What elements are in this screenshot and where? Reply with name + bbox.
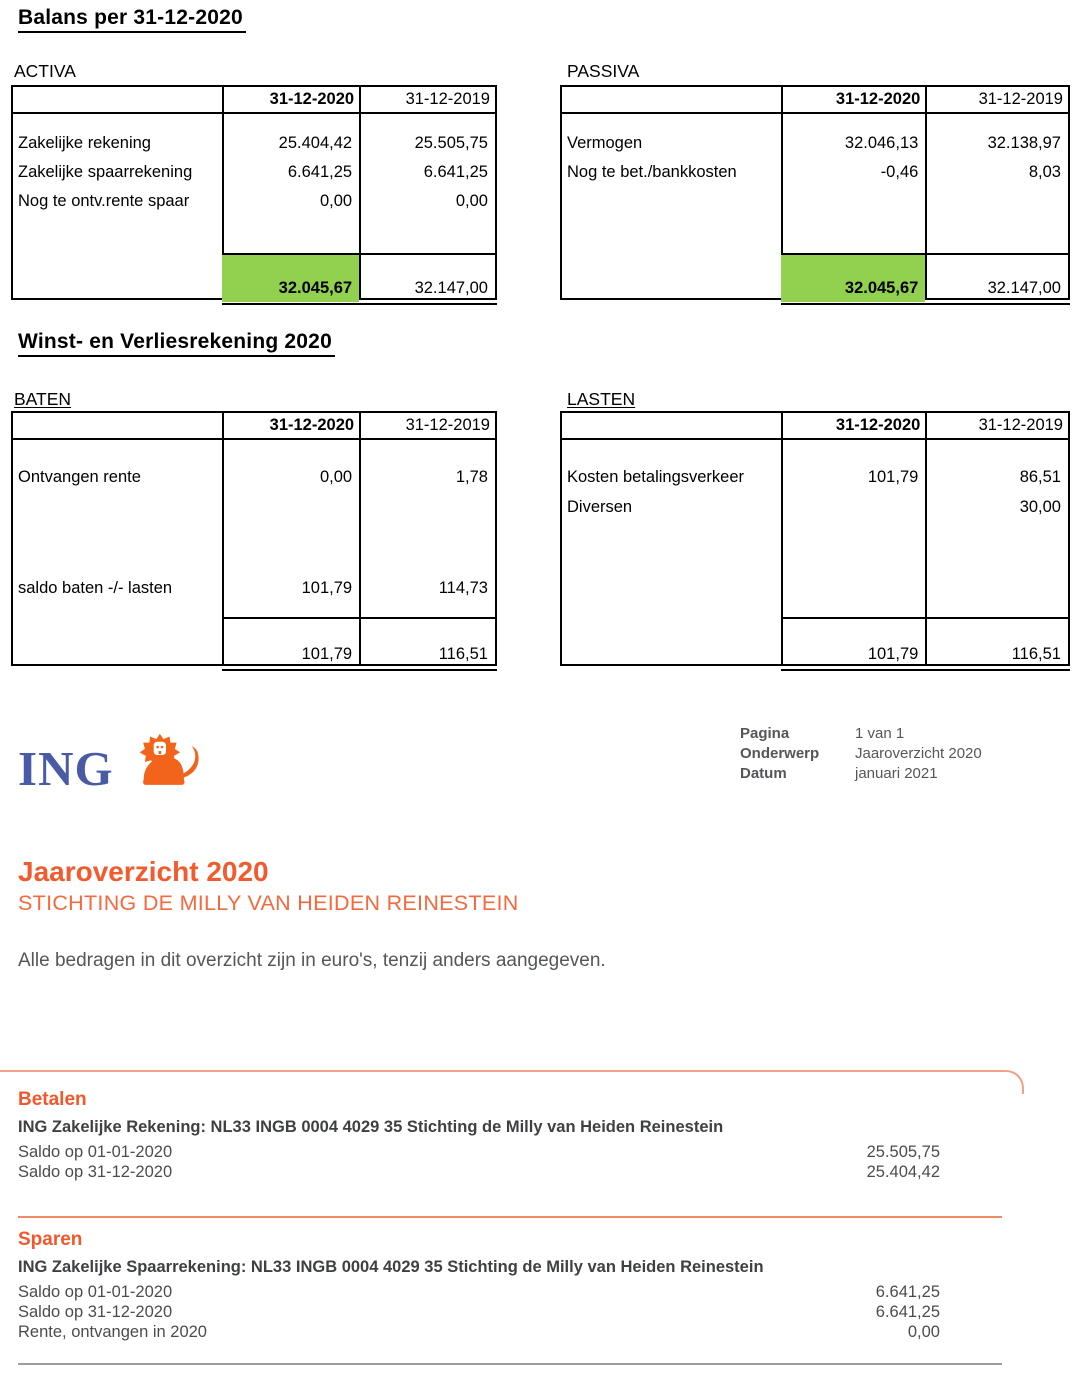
row-label: Vermogen [567,134,643,152]
row-label: Zakelijke spaarrekening [18,163,193,181]
ing-logo [18,733,206,796]
passiva-heading: PASSIVA [567,61,640,81]
table-body [13,114,495,253]
betalen-account-line: ING Zakelijke Rekening: NL33 INGB 0004 4029 35 Stichting de Milly van Heiden Reinestein [18,1118,724,1136]
table-row [562,158,1068,187]
balance-amount: 25.505,75 [866,1143,940,1161]
table-row [562,129,1068,158]
meta-value: 1 van 1 [855,725,905,742]
row-value-2020: 32.046,13 [844,134,919,152]
table-header [13,87,495,114]
total-2020: 101,79 [301,645,353,663]
table-total-row [13,617,495,664]
double-rule [781,303,1070,305]
statement-title: Jaaroverzicht 2020 [18,856,269,887]
meta-row [740,764,982,784]
table-row [13,158,495,187]
meta-value: Jaaroverzicht 2020 [855,745,982,762]
balance-amount: 6.641,25 [875,1283,940,1301]
double-rule [222,303,497,305]
balance-row [18,1142,940,1162]
table-header [13,413,495,440]
table-total-row [562,617,1068,664]
statement-subtitle: STICHTING DE MILLY VAN HEIDEN REINESTEIN [18,891,519,915]
table-header [562,413,1068,440]
total-2019: 32.147,00 [414,279,488,297]
balance-amount: 25.404,42 [866,1163,940,1181]
col-header-2019: 31-12-2019 [405,90,490,108]
row-label: saldo baten -/- lasten [18,578,173,597]
row-label: Nog te bet./bankkosten [567,163,737,181]
col-header-2020: 31-12-2020 [269,90,355,108]
row-value-2019: 30,00 [1019,497,1061,516]
row-value-2019: 86,51 [1019,467,1061,486]
balance-label: Saldo op 01-01-2020 [18,1283,173,1301]
balance-amount: 0,00 [907,1323,940,1341]
col-header-2019: 31-12-2019 [978,416,1063,434]
total-2020-highlighted: 32.045,67 [781,253,925,302]
col-header-2020: 31-12-2020 [835,416,921,434]
balance-amount: 6.641,25 [875,1303,940,1321]
table-row [13,573,495,603]
lasten-table [560,411,1070,666]
table-row [562,462,1068,492]
row-value-2019: 1,78 [455,467,488,486]
row-value-2019: 8,03 [1028,163,1061,181]
sparen-heading: Sparen [18,1229,83,1250]
total-2019: 32.147,00 [987,279,1061,297]
meta-row [740,744,982,764]
section-divider [18,1216,1002,1218]
table-row [13,462,495,492]
activa-heading: ACTIVA [14,61,76,81]
row-label: Diversen [567,497,633,516]
row-value-2020: 101,79 [301,578,353,597]
double-rule [222,669,497,671]
balance-row [18,1302,940,1322]
row-label: Zakelijke rekening [18,134,151,152]
document-meta [740,724,982,784]
passiva-table [560,85,1070,300]
balance-sheet-title: Balans per 31-12-2020 [18,6,246,33]
row-value-2020: 0,00 [319,192,353,210]
balance-label: Saldo op 31-12-2020 [18,1163,173,1181]
total-2020: 101,79 [867,645,919,663]
total-2019: 116,51 [438,645,488,663]
table-row [13,129,495,158]
balance-row [18,1282,940,1302]
row-value-2019: 25.505,75 [414,134,488,152]
total-2019: 116,51 [1011,645,1061,663]
table-body [562,114,1068,253]
row-value-2019: 32.138,97 [987,134,1061,152]
row-label: Kosten betalingsverkeer [567,467,745,486]
col-header-2020: 31-12-2020 [835,90,921,108]
double-rule [781,669,1070,671]
betalen-heading: Betalen [18,1089,87,1110]
meta-row [740,724,982,744]
activa-table [11,85,497,300]
row-value-2019: 6.641,25 [423,163,488,181]
row-value-2020: -0,46 [880,163,919,181]
balance-row [18,1162,940,1182]
table-header [562,87,1068,114]
balance-label: Saldo op 01-01-2020 [18,1143,173,1161]
col-header-2019: 31-12-2019 [978,90,1063,108]
statement-note: Alle bedragen in dit overzicht zijn in euro's, tenzij anders aangegeven. [18,950,606,971]
row-value-2020: 101,79 [867,467,919,486]
ing-wordmark: ING [18,741,114,796]
row-label: Nog te ontv.rente spaar [18,192,190,210]
row-value-2020: 6.641,25 [287,163,353,181]
lasten-heading: LASTEN [567,389,636,409]
baten-heading: BATEN [14,389,72,409]
table-total-row [13,253,495,298]
sparen-account-line: ING Zakelijke Spaarrekening: NL33 INGB 0004 4029 35 Stichting de Milly van Heiden Reinestein [18,1258,764,1276]
meta-label: Datum [740,765,787,782]
balance-label: Saldo op 31-12-2020 [18,1303,173,1321]
meta-label: Onderwerp [740,745,820,762]
betalen-section [18,1089,940,1182]
table-body [562,440,1068,617]
balance-label: Rente, ontvangen in 2020 [18,1323,207,1341]
profit-loss-title: Winst- en Verliesrekening 2020 [18,330,335,357]
row-value-2020: 0,00 [319,467,353,486]
meta-value: januari 2021 [855,765,938,782]
row-label: Ontvangen rente [18,467,141,486]
col-header-2020: 31-12-2020 [269,416,355,434]
table-total-row [562,253,1068,298]
row-value-2019: 0,00 [455,192,488,210]
row-value-2019: 114,73 [438,578,488,597]
ing-lion-icon [126,733,206,791]
row-value-2020: 25.404,42 [278,134,353,152]
bottom-divider [18,1363,1002,1365]
balance-row [18,1322,940,1342]
baten-table [11,411,497,666]
table-row [562,492,1068,522]
col-header-2019: 31-12-2019 [405,416,490,434]
table-row [13,187,495,216]
meta-label: Pagina [740,725,790,742]
table-body [13,440,495,617]
sparen-section [18,1229,940,1342]
total-2020-highlighted: 32.045,67 [222,253,359,302]
